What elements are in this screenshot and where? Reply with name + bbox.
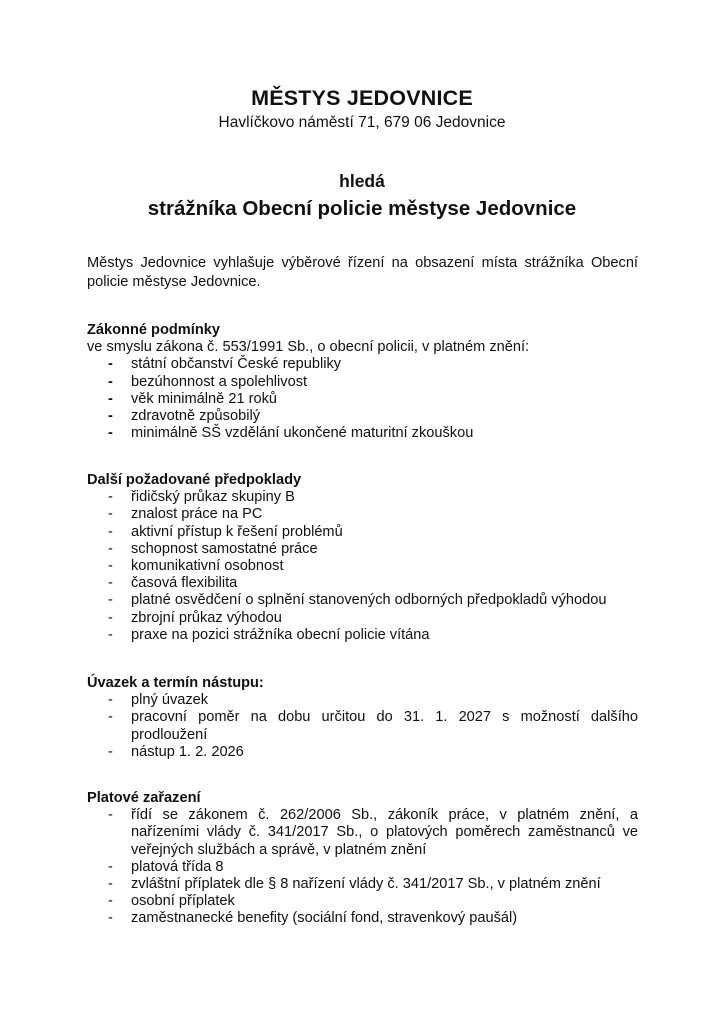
bullet-dash: -	[108, 425, 113, 442]
list-item	[87, 408, 638, 425]
list-item-text: osobní příplatek	[131, 893, 235, 910]
bullet-dash: -	[108, 876, 113, 893]
section-salary	[87, 790, 638, 928]
bullet-dash: -	[108, 743, 113, 760]
list-item	[87, 910, 638, 927]
section-heading: Další požadované předpoklady	[87, 472, 302, 488]
list-item-text: zdravotně způsobilý	[131, 408, 260, 425]
list-item	[87, 592, 638, 609]
bullet-dash: -	[108, 408, 113, 425]
bullet-dash: -	[108, 489, 113, 506]
list-item	[87, 558, 638, 575]
section-lead: ve smyslu zákona č. 553/1991 Sb., o obecní policii, v platném znění:	[87, 339, 530, 356]
list-item-text: praxe na pozici strážníka obecní policie vítána	[131, 626, 430, 643]
list-item-text: zbrojní průkaz výhodou	[131, 609, 282, 626]
section-heading: Zákonné podmínky	[87, 322, 220, 338]
list-item-text: znalost práce na PC	[131, 506, 263, 523]
subtitle-verb: hledá	[339, 171, 385, 191]
bullet-dash: -	[108, 540, 113, 557]
section-heading: Platové zařazení	[87, 790, 201, 806]
list-item	[87, 506, 638, 523]
list-item-text: zvláštní příplatek dle § 8 nařízení vlády č. 341/2017 Sb., v platném znění	[131, 876, 601, 893]
list-item-text: věk minimálně 21 roků	[131, 390, 278, 407]
list-item	[87, 627, 638, 644]
bullet-dash: -	[108, 558, 113, 575]
list-item-text: schopnost samostatné práce	[131, 540, 318, 557]
list-item-text: aktivní přístup k řešení problémů	[131, 523, 343, 540]
bullet-dash: -	[108, 609, 113, 626]
bullet-dash: -	[108, 575, 113, 592]
bullet-dash: -	[108, 807, 113, 824]
municipality-title: MĚSTYS JEDOVNICE	[251, 86, 473, 110]
list-item-text: platová třída 8	[131, 858, 224, 875]
intro-paragraph: Městys Jedovnice vyhlašuje výběrové řízení na obsazení místa strážníka Obecní policie městyse Jedovnice.	[87, 255, 638, 290]
list-item	[87, 876, 638, 893]
bullet-dash: -	[108, 709, 113, 726]
list-item	[87, 709, 638, 743]
list-item	[87, 575, 638, 592]
list-item-text: řidičský průkaz skupiny B	[131, 489, 295, 506]
list-item-text: komunikativní osobnost	[131, 558, 284, 575]
list-item	[87, 610, 638, 627]
list-item	[87, 356, 638, 373]
list-item	[87, 425, 638, 442]
bullet-dash: -	[108, 592, 113, 609]
list-item-text: řídí se zákonem č. 262/2006 Sb., zákoník práce, v platném znění, a nařízeními vlády č. 341/2017 Sb., o platových poměrech zaměstnanců ve veřejných službách a správě, v platném znění	[131, 807, 638, 858]
bullet-list	[87, 692, 638, 761]
list-item	[87, 859, 638, 876]
list-item	[87, 541, 638, 558]
list-item	[87, 391, 638, 408]
bullet-dash: -	[108, 390, 113, 407]
bullet-list	[87, 807, 638, 927]
list-item-text: plný úvazek	[131, 692, 209, 709]
list-item-text: bezúhonnost a spolehlivost	[131, 373, 308, 390]
list-item	[87, 374, 638, 391]
bullet-list	[87, 489, 638, 644]
bullet-dash: -	[108, 506, 113, 523]
section-legal-conditions	[87, 322, 638, 442]
municipality-address: Havlíčkovo náměstí 71, 679 06 Jedovnice	[218, 114, 506, 131]
position-title: strážníka Obecní policie městyse Jedovnice	[147, 197, 577, 220]
list-item	[87, 807, 638, 859]
list-item	[87, 692, 638, 709]
section-heading: Úvazek a termín nástupu:	[87, 675, 264, 691]
bullet-dash: -	[108, 356, 113, 373]
list-item	[87, 524, 638, 541]
list-item-text: zaměstnanecké benefity (sociální fond, stravenkový paušál)	[131, 910, 518, 927]
list-item-text: platné osvědčení o splnění stanovených odborných předpokladů výhodou	[131, 592, 607, 609]
list-item	[87, 893, 638, 910]
bullet-dash: -	[108, 858, 113, 875]
list-item	[87, 744, 638, 761]
bullet-dash: -	[108, 373, 113, 390]
bullet-dash: -	[108, 692, 113, 709]
bullet-dash: -	[108, 910, 113, 927]
bullet-list	[87, 356, 638, 442]
list-item-text: nástup 1. 2. 2026	[131, 743, 244, 760]
section-workload-start	[87, 675, 638, 761]
section-further-requirements	[87, 472, 638, 644]
list-item-text: státní občanství České republiky	[131, 356, 342, 373]
bullet-dash: -	[108, 626, 113, 643]
bullet-dash: -	[108, 893, 113, 910]
bullet-dash: -	[108, 523, 113, 540]
list-item	[87, 489, 638, 506]
list-item-text: časová flexibilita	[131, 575, 238, 592]
list-item-text: minimálně SŠ vzdělání ukončené maturitní zkouškou	[131, 425, 474, 442]
list-item-text: pracovní poměr na dobu určitou do 31. 1. 2027 s možností dalšího prodloužení	[131, 709, 638, 743]
